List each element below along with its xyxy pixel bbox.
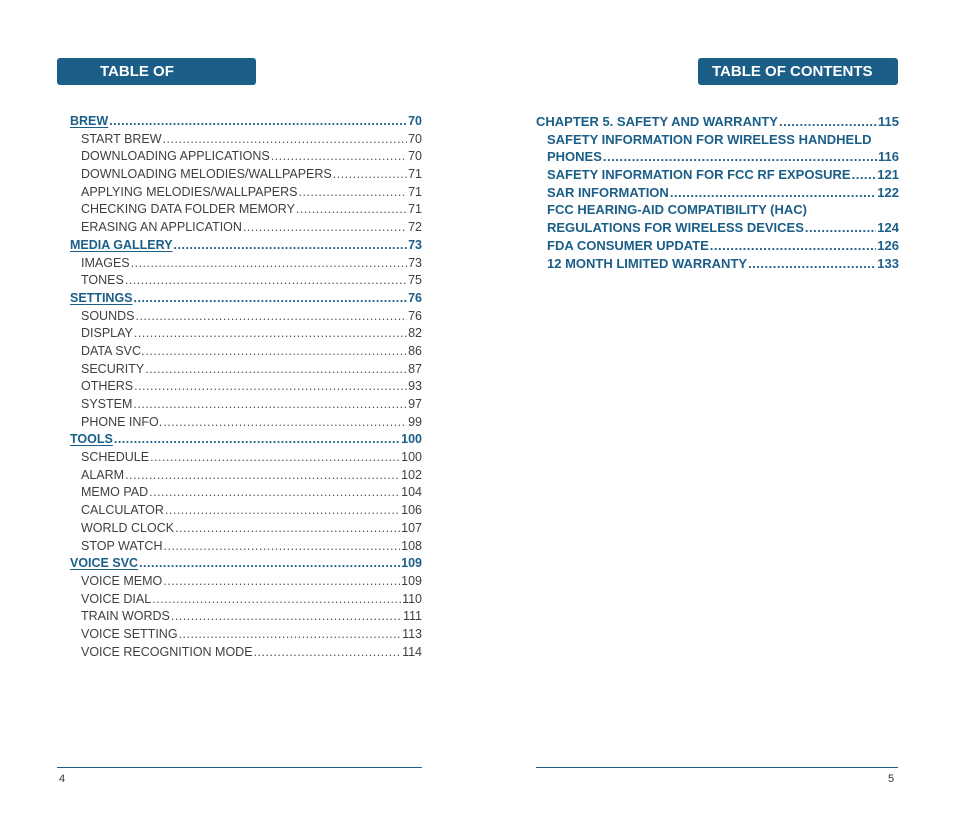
toc-entry-label: VOICE SVC: [70, 556, 139, 571]
toc-leader-dots: [125, 272, 407, 290]
toc-entry[interactable]: [70, 237, 422, 255]
toc-leader-dots: [134, 378, 407, 396]
toc-leader-dots: [109, 113, 407, 131]
toc-entry-page: 76: [408, 290, 422, 305]
page-number-left: 4: [59, 773, 66, 785]
toc-entry-label: REGULATIONS FOR WIRELESS DEVICES: [547, 220, 804, 236]
toc-entry[interactable]: [536, 148, 899, 166]
toc-entry-page: 113: [402, 626, 422, 641]
toc-leader-dots: [114, 431, 400, 449]
toc-entry[interactable]: [70, 608, 422, 626]
toc-entry[interactable]: [70, 290, 422, 308]
toc-entry[interactable]: [70, 184, 422, 202]
toc-leader-dots: [131, 255, 407, 273]
toc-entry-page: 93: [408, 379, 422, 394]
toc-entry-page: 124: [877, 220, 899, 236]
toc-entry-label: SOUNDS: [81, 308, 135, 323]
toc-entry[interactable]: [70, 467, 422, 485]
toc-entry[interactable]: [70, 520, 422, 538]
toc-entry[interactable]: [536, 184, 899, 202]
toc-entry[interactable]: [70, 449, 422, 467]
toc-entry-page: 71: [408, 167, 422, 182]
toc-entry-label: VOICE RECOGNITION MODE: [81, 644, 253, 659]
toc-entry-page: 108: [401, 538, 422, 553]
toc-leader-dots: [603, 148, 877, 166]
toc-entry-label: DISPLAY: [81, 326, 133, 341]
toc-entry-page: 106: [401, 503, 422, 518]
toc-leader-dots: [171, 608, 402, 626]
toc-entry[interactable]: [536, 113, 899, 131]
toc-entry-label: APPLYING MELODIES/WALLPAPERS: [81, 184, 298, 199]
toc-entry[interactable]: [536, 237, 899, 255]
toc-entry[interactable]: [70, 378, 422, 396]
toc-entry-label: SAFETY INFORMATION FOR FCC RF EXPOSURE: [547, 167, 851, 183]
toc-entry-label: FDA CONSUMER UPDATE: [547, 237, 709, 253]
toc-leader-dots: [670, 184, 876, 202]
toc-header-left: TABLE OF CONTENTS: [57, 58, 256, 85]
toc-leader-dots: [152, 591, 401, 609]
toc-entry-label: VOICE MEMO: [81, 573, 163, 588]
toc-entry-label: PHONE INFO.: [81, 414, 163, 429]
toc-entry-label: IMAGES: [81, 255, 130, 270]
toc-entry-page: 126: [877, 237, 899, 253]
toc-entry-label: CHAPTER 5. SAFETY AND WARRANTY: [536, 114, 778, 129]
toc-entry-page: 104: [401, 485, 422, 500]
toc-entry-page: 99: [408, 414, 422, 429]
toc-entry[interactable]: [70, 113, 422, 131]
toc-entry-page: 102: [401, 467, 422, 482]
toc-entry[interactable]: [70, 325, 422, 343]
toc-leader-dots: [748, 255, 876, 273]
toc-entry[interactable]: [70, 131, 422, 149]
toc-entry-label: START BREW: [81, 131, 162, 146]
toc-entry-page: 70: [408, 114, 422, 128]
toc-leader-dots: [145, 361, 407, 379]
toc-entry-label: OTHERS: [81, 379, 134, 394]
toc-list-right: [536, 113, 899, 272]
toc-entry-label: STOP WATCH: [81, 538, 163, 553]
toc-entry[interactable]: [70, 484, 422, 502]
toc-entry-label: SAFETY INFORMATION FOR WIRELESS HANDHELD: [547, 131, 872, 147]
toc-entry-page: 107: [401, 520, 422, 535]
toc-entry[interactable]: [70, 361, 422, 379]
toc-entry-label: FCC HEARING-AID COMPATIBILITY (HAC): [547, 202, 807, 218]
toc-entry-page: 75: [408, 273, 422, 288]
toc-entry-label: WORLD CLOCK: [81, 520, 175, 535]
toc-entry-label: SAR INFORMATION: [547, 184, 669, 200]
toc-leader-dots: [805, 219, 876, 237]
toc-leader-dots: [779, 113, 877, 131]
toc-entry[interactable]: [70, 255, 422, 273]
toc-entry-label: BREW: [70, 114, 109, 128]
toc-entry-label: TRAIN WORDS: [81, 609, 170, 624]
toc-leader-dots: [135, 308, 407, 326]
toc-entry[interactable]: [70, 219, 422, 237]
toc-entry-page: 70: [408, 131, 422, 146]
toc-leader-dots: [296, 201, 407, 219]
toc-entry[interactable]: [70, 626, 422, 644]
toc-leader-dots: [163, 131, 408, 149]
toc-entry[interactable]: [70, 272, 422, 290]
toc-entry[interactable]: [536, 131, 899, 149]
toc-entry-label: PHONES: [547, 149, 602, 165]
toc-leader-dots: [145, 343, 407, 361]
toc-entry-page: 111: [402, 609, 422, 624]
toc-entry-page: 121: [877, 167, 899, 183]
toc-entry-page: 110: [402, 591, 422, 606]
toc-entry-label: ERASING AN APPLICATION: [81, 220, 242, 235]
toc-entry-label: 12 MONTH LIMITED WARRANTY: [547, 255, 748, 271]
toc-leader-dots: [333, 166, 407, 184]
toc-entry-page: 73: [408, 255, 422, 270]
toc-entry-page: 114: [402, 644, 422, 659]
toc-leader-dots: [179, 626, 402, 644]
toc-leader-dots: [243, 219, 407, 237]
toc-leader-dots: [299, 184, 408, 202]
toc-leader-dots: [139, 555, 400, 573]
toc-entry[interactable]: [536, 219, 899, 237]
toc-entry[interactable]: [70, 555, 422, 573]
page-number-right: 5: [888, 773, 895, 785]
toc-entry-label: SCHEDULE: [81, 450, 150, 465]
toc-leader-dots: [149, 484, 400, 502]
toc-entry[interactable]: [536, 166, 899, 184]
toc-entry-page: 109: [401, 573, 422, 588]
toc-entry-page: 70: [408, 149, 422, 164]
toc-entry-label: DOWNLOADING MELODIES/WALLPAPERS: [81, 167, 332, 182]
toc-leader-dots: [163, 573, 400, 591]
toc-entry[interactable]: [70, 538, 422, 556]
toc-entry-label: CALCULATOR: [81, 503, 164, 518]
toc-entry[interactable]: [70, 343, 422, 361]
toc-entry[interactable]: [70, 431, 422, 449]
toc-entry[interactable]: [70, 644, 422, 662]
toc-entry-label: DATA SVC.: [81, 343, 145, 358]
toc-leader-dots: [710, 237, 877, 255]
toc-leader-dots: [134, 325, 407, 343]
toc-entry-page: 100: [401, 432, 422, 447]
toc-leader-dots: [271, 148, 407, 166]
toc-leader-dots: [175, 520, 400, 538]
toc-entry-page: 72: [408, 220, 422, 235]
toc-entry-label: SYSTEM: [81, 397, 133, 411]
toc-entry[interactable]: [70, 396, 422, 414]
toc-leader-dots: [852, 166, 877, 184]
toc-entry-label: ALARM: [81, 467, 125, 482]
toc-entry-page: 71: [408, 202, 422, 217]
toc-entry[interactable]: [70, 502, 422, 520]
toc-leader-dots: [254, 644, 402, 662]
toc-entry[interactable]: [70, 573, 422, 591]
toc-entry-page: 116: [878, 149, 899, 165]
toc-entry-label: VOICE DIAL: [81, 591, 152, 606]
toc-entry[interactable]: [70, 201, 422, 219]
toc-leader-dots: [125, 467, 400, 485]
footer-rule-left: [57, 767, 422, 768]
toc-entry-label: SETTINGS: [70, 290, 133, 305]
toc-entry-label: DOWNLOADING APPLICATIONS: [81, 149, 270, 164]
toc-entry-page: 87: [408, 361, 422, 376]
toc-leader-dots: [134, 290, 408, 308]
toc-entry[interactable]: [70, 591, 422, 609]
toc-entry[interactable]: [70, 414, 422, 432]
toc-entry[interactable]: [536, 201, 899, 219]
toc-entry-page: 82: [408, 326, 422, 341]
toc-leader-dots: [133, 396, 407, 414]
toc-leader-dots: [164, 538, 401, 556]
toc-leader-dots: [150, 449, 400, 467]
toc-entry-page: 76: [408, 308, 422, 323]
toc-list-left: [70, 113, 422, 661]
toc-entry[interactable]: [70, 166, 422, 184]
toc-entry-label: MEDIA GALLERY: [70, 237, 173, 252]
toc-entry-page: 97: [408, 397, 422, 411]
toc-entry[interactable]: [536, 255, 899, 273]
toc-entry-label: CHECKING DATA FOLDER MEMORY: [81, 202, 295, 217]
toc-entry-label: SECURITY: [81, 361, 145, 376]
toc-entry-page: 109: [401, 556, 422, 571]
toc-entry-page: 115: [878, 114, 899, 129]
toc-entry-label: VOICE SETTING: [81, 626, 178, 641]
toc-entry-label: TONES: [81, 273, 124, 288]
toc-entry[interactable]: [70, 308, 422, 326]
toc-leader-dots: [163, 414, 407, 432]
toc-entry-page: 73: [408, 237, 422, 252]
toc-entry[interactable]: [70, 148, 422, 166]
toc-entry-page: 71: [408, 184, 422, 199]
toc-leader-dots: [165, 502, 400, 520]
toc-entry-page: 100: [401, 450, 422, 465]
toc-entry-page: 86: [408, 343, 422, 358]
toc-entry-page: 122: [877, 184, 899, 200]
toc-entry-page: 133: [877, 255, 899, 271]
toc-header-right: TABLE OF CONTENTS: [698, 58, 898, 85]
toc-entry-label: MEMO PAD: [81, 485, 149, 500]
toc-leader-dots: [174, 237, 408, 255]
footer-rule-right: [536, 767, 898, 768]
toc-entry-label: TOOLS: [70, 432, 113, 447]
